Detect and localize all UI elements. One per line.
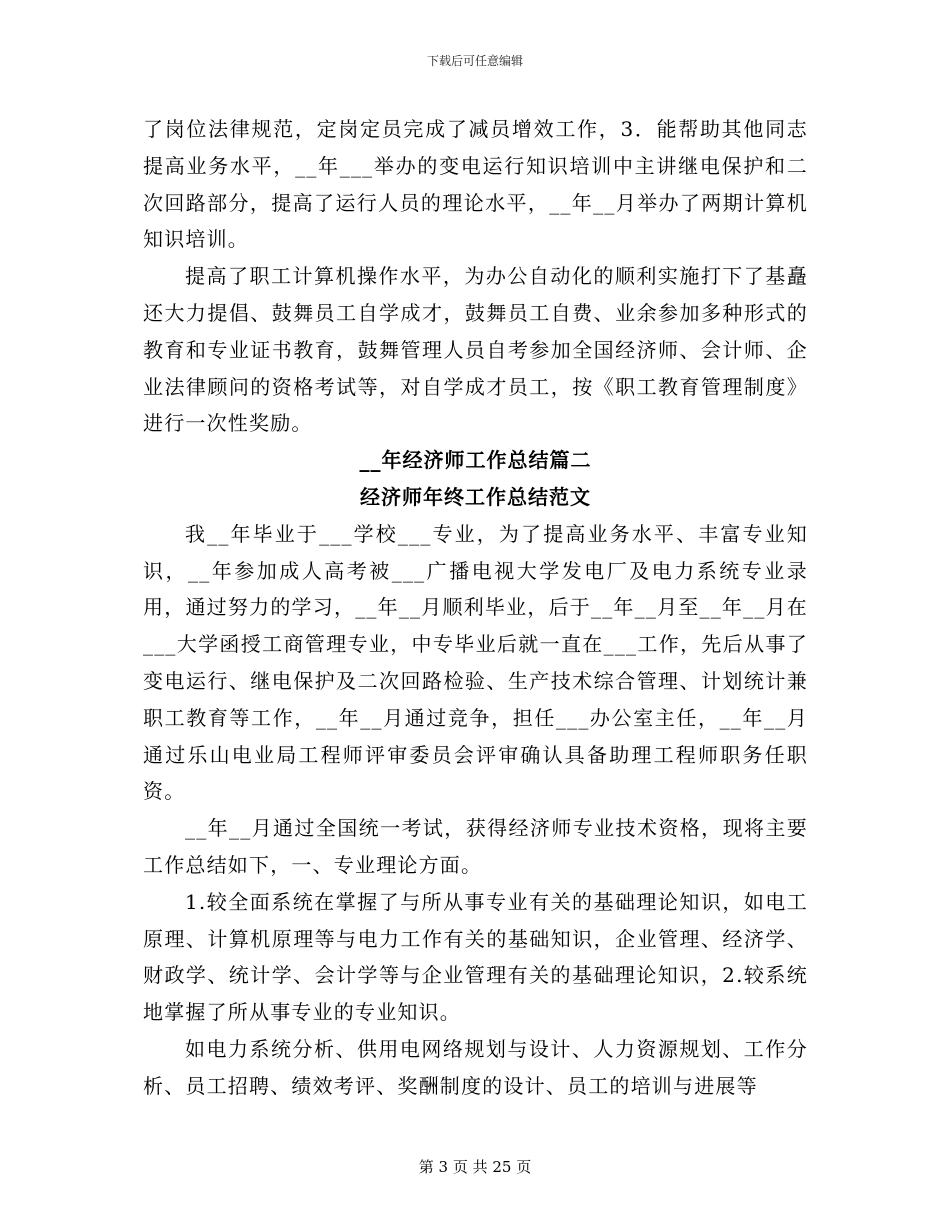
paragraph-computer-training: 提高了职工计算机操作水平，为办公自动化的顺利实施打下了基矗还大力提倡、鼓舞员工自学成才，鼓舞员工自费、业余参加多种形式的教育和专业证书教育，鼓舞管理人员自考参加全国经济师、会计师、企业法律顾问的资格考试等，对自学成才员工，按《职工教育管理制度》进行一次性奖励。 <box>143 264 808 436</box>
paragraph-continuation: 了岗位法律规范，定岗定员完成了减员增效工作，3．能帮助其他同志提高业务水平，__年___举办的变电运行知识培训中主讲继电保护和二次回路部分，提高了运行人员的理论水平，__年__月举办了两期计算机知识培训。 <box>143 117 808 252</box>
page-header: 下载后可任意编辑 <box>426 54 523 68</box>
paragraph-theory-knowledge: 1.较全面系统在掌握了与所从事专业有关的基础理论知识，如电工原理、计算机原理等与电力工作有关的基础知识，企业管理、经济学、财政学、统计学、会计学等与企业管理有关的基础理论知识，2.较系统地掌握了所从事专业的专业知识。 <box>143 889 808 1025</box>
paragraph-qualification: __年__月通过全国统一考试，获得经济师专业技术资格，现将主要工作总结如下，一、专业理论方面。 <box>143 816 808 877</box>
paragraph-biography: 我__年毕业于___学校___专业，为了提高业务水平、丰富专业知识，__年参加成人高考被___广播电视大学发电厂及电力系统专业录用，通过努力的学习，__年__月顺利毕业，后于__年__月至__年__月在___大学函授工商管理专业，中专毕业后就一直在___工作，先后从事了变电运行、继电保护及二次回路检验、生产技术综合管理、计划统计兼职工教育等工作，__年__月通过竞争，担任___办公室主任，__年__月通过乐山电业局工程师评审委员会评审确认具备助理工程师职务任职资。 <box>143 521 808 804</box>
paragraph-professional-knowledge: 如电力系统分析、供用电网络规划与设计、人力资源规划、工作分析、员工招聘、绩效考评、奖酬制度的设计、员工的培训与进展等 <box>143 1036 808 1098</box>
page-footer: 第 3 页 共 25 页 <box>418 1158 532 1176</box>
section-subheading: 经济师年终工作总结范文 <box>360 484 591 509</box>
section-heading: __年经济师工作总结篇二 <box>359 448 592 473</box>
document-body <box>143 111 808 1105</box>
